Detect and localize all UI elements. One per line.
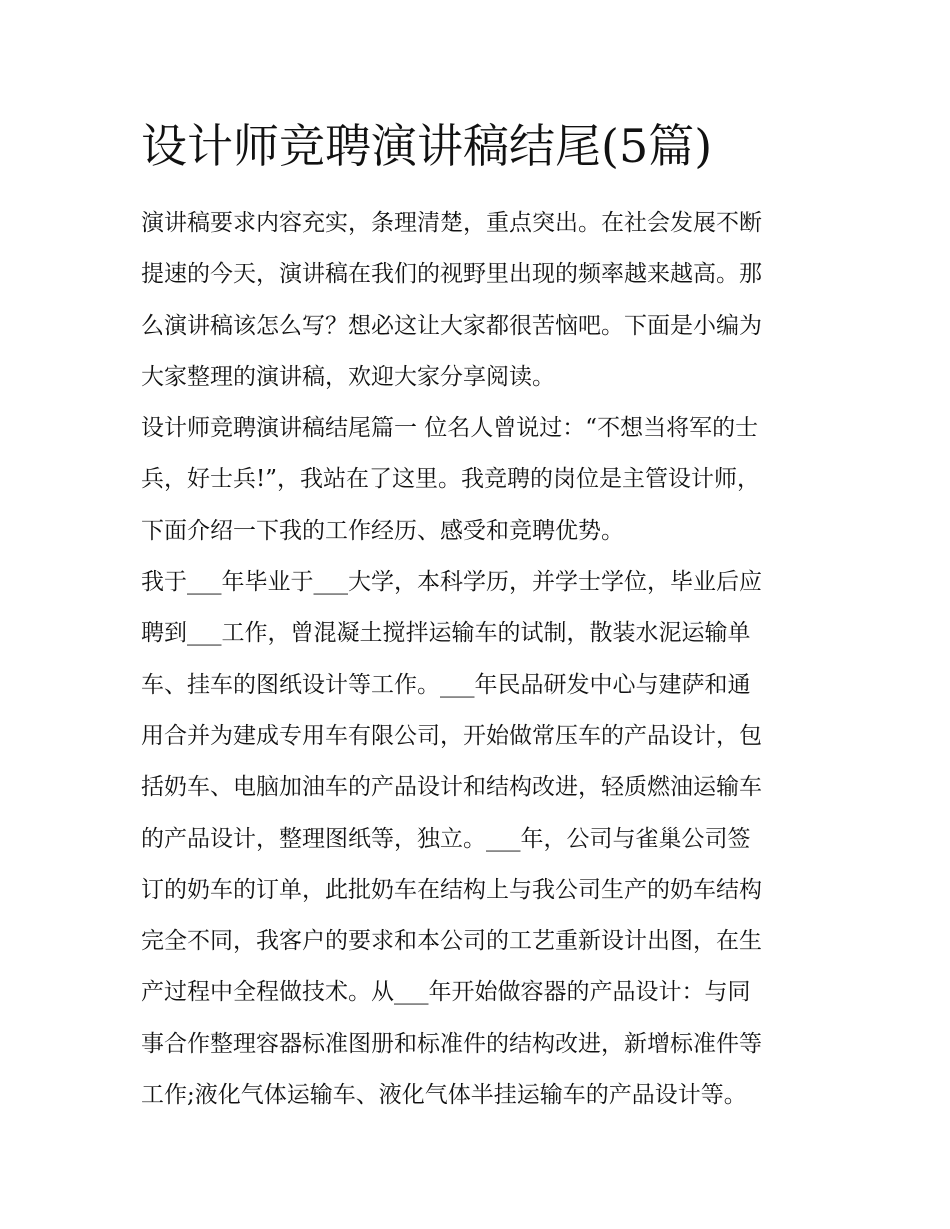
body-line: 设计师竞聘演讲稿结尾篇一 位名人曾说过：“不想当将军的士	[141, 415, 759, 442]
body-line: 的产品设计，整理图纸等，独立。___年，公司与雀巢公司签	[141, 825, 751, 852]
body-line: 大家整理的演讲稿，欢迎大家分享阅读。	[141, 363, 555, 390]
body-line: 兵，好士兵!”，我站在了这里。我竞聘的岗位是主管设计师，	[141, 466, 761, 493]
document-body	[141, 198, 821, 1121]
document-title: 设计师竞聘演讲稿结尾(5篇)	[141, 119, 713, 173]
body-line: 提速的今天，演讲稿在我们的视野里出现的频率越来越高。那	[141, 261, 762, 288]
body-line: 订的奶车的订单，此批奶车在结构上与我公司生产的奶车结构	[141, 876, 762, 903]
body-line: 我于___年毕业于___大学，本科学历，并学士学位，毕业后应	[141, 569, 762, 596]
body-line: 产过程中全程做技术。从___年开始做容器的产品设计：与同	[141, 979, 751, 1006]
body-line: 聘到___工作，曾混凝土搅拌运输车的试制，散装水泥运输单	[141, 620, 751, 647]
body-line: 演讲稿要求内容充实，条理清楚，重点突出。在社会发展不断	[141, 210, 762, 236]
body-line: 工作;液化气体运输车、液化气体半挂运输车的产品设计等。	[141, 1082, 747, 1109]
body-line: 么演讲稿该怎么写？想必这让大家都很苦恼吧。下面是小编为	[141, 312, 762, 339]
body-line: 车、挂车的图纸设计等工作。___年民品研发中心与建萨和通	[141, 671, 751, 698]
body-line: 完全不同，我客户的要求和本公司的工艺重新设计出图，在生	[141, 928, 762, 955]
body-line: 括奶车、电脑加油车的产品设计和结构改进，轻质燃油运输车	[141, 774, 762, 801]
body-line: 事合作整理容器标准图册和标准件的结构改进，新增标准件等	[141, 1030, 762, 1057]
body-line: 用合并为建成专用车有限公司，开始做常压车的产品设计，包	[141, 722, 762, 749]
body-line: 下面介绍一下我的工作经历、感受和竞聘优势。	[141, 517, 624, 544]
